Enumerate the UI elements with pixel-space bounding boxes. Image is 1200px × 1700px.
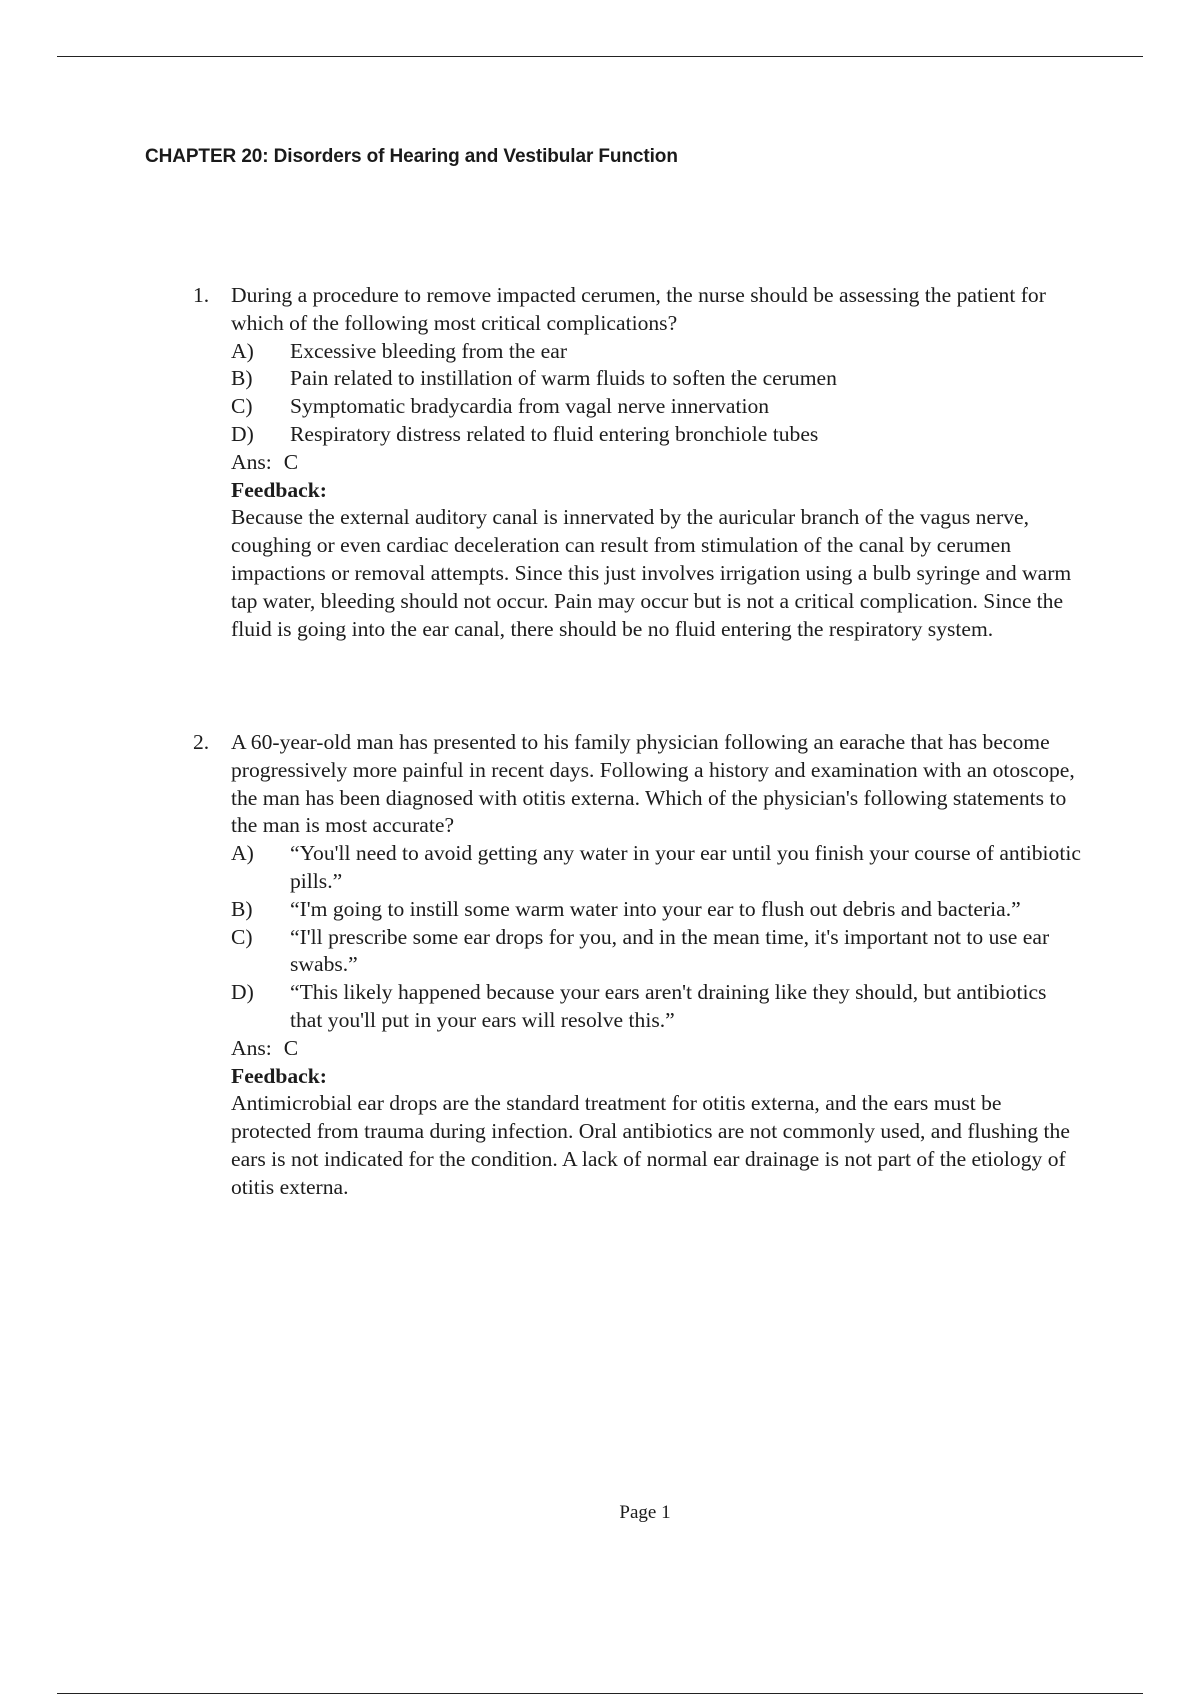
question-number: 2. [193, 730, 210, 754]
option-text: Symptomatic bradycardia from vagal nerve innervation [290, 394, 770, 419]
option-c [231, 924, 1081, 980]
option-b [231, 896, 1081, 924]
option-letter: A) [231, 338, 254, 363]
option-letter: D) [231, 980, 254, 1005]
answer-value: C [283, 1035, 299, 1060]
question-stem: During a procedure to remove impacted cerumen, the nurse should be assessing the patient for which of the following most critical complications? [231, 283, 1046, 335]
feedback-label: Feedback: [231, 1063, 327, 1088]
question-2 [193, 729, 1081, 1202]
answer-row [231, 449, 1081, 477]
option-a [231, 338, 1081, 366]
option-d [231, 421, 1081, 449]
option-letter: C) [231, 394, 253, 419]
option-d [231, 979, 1081, 1035]
options-list [231, 338, 1081, 644]
options-list [231, 840, 1081, 1201]
question-1 [193, 282, 1081, 643]
option-text: Respiratory distress related to fluid entering bronchiole tubes [290, 421, 819, 446]
answer-label: Ans: [231, 1035, 272, 1060]
option-letter: B) [231, 896, 253, 921]
feedback-label: Feedback: [231, 477, 327, 502]
answer-value: C [283, 449, 299, 474]
option-text: Excessive bleeding from the ear [290, 338, 568, 363]
option-letter: C) [231, 924, 253, 949]
footer-rule [57, 1693, 1143, 1694]
question-number: 1. [193, 283, 210, 307]
option-c [231, 393, 1081, 421]
option-text: Pain related to instillation of warm fluids to soften the cerumen [290, 366, 837, 391]
option-b [231, 365, 1081, 393]
header-rule [57, 56, 1143, 57]
question-stem-row [193, 729, 1081, 840]
chapter-title: CHAPTER 20: Disorders of Hearing and Vestibular Function [145, 146, 678, 167]
option-text: “You'll need to avoid getting any water in your ear until you finish your course of antibiotic pills.” [290, 841, 1081, 893]
page-number: Page 1 [619, 1502, 671, 1523]
option-a [231, 840, 1081, 896]
option-text: “This likely happened because your ears aren't draining like they should, but antibiotics that you'll put in your ears will resolve this.” [290, 980, 1047, 1032]
option-text: “I'll prescribe some ear drops for you, and in the mean time, it's important not to use ear swabs.” [290, 924, 1050, 977]
answer-row [231, 1035, 1081, 1063]
question-stem-row [193, 282, 1081, 338]
question-stem: A 60-year-old man has presented to his family physician following an earache that has become progressively more painful in recent days. Following a history and examination with an otoscope, the man has been diagnosed with otitis externa. Which of the physician's following statements to the man is most accurate? [231, 730, 1075, 838]
answer-label: Ans: [231, 449, 272, 474]
option-letter: B) [231, 366, 253, 391]
option-letter: A) [231, 841, 254, 866]
option-text: “I'm going to instill some warm water into your ear to flush out debris and bacteria.” [290, 896, 1021, 921]
option-letter: D) [231, 421, 254, 446]
feedback-text: Antimicrobial ear drops are the standard treatment for otitis externa, and the ears must be protected from trauma during infection. Oral antibiotics are not commonly used, and flushing the ears is not indicated for the condition. A lack of normal ear drainage is not part of the etiology of otitis externa. [231, 1091, 1070, 1199]
feedback-text: Because the external auditory canal is innervated by the auricular branch of the vagus nerve, coughing or even cardiac deceleration can result from stimulation of the canal by cerumen impactions or removal attempts. Since this just involves irrigation using a bulb syringe and warm tap water, bleeding should not occur. Pain may occur but is not a critical complication. Since the fluid is going into the ear canal, there should be no fluid entering the respiratory system. [231, 505, 1072, 641]
